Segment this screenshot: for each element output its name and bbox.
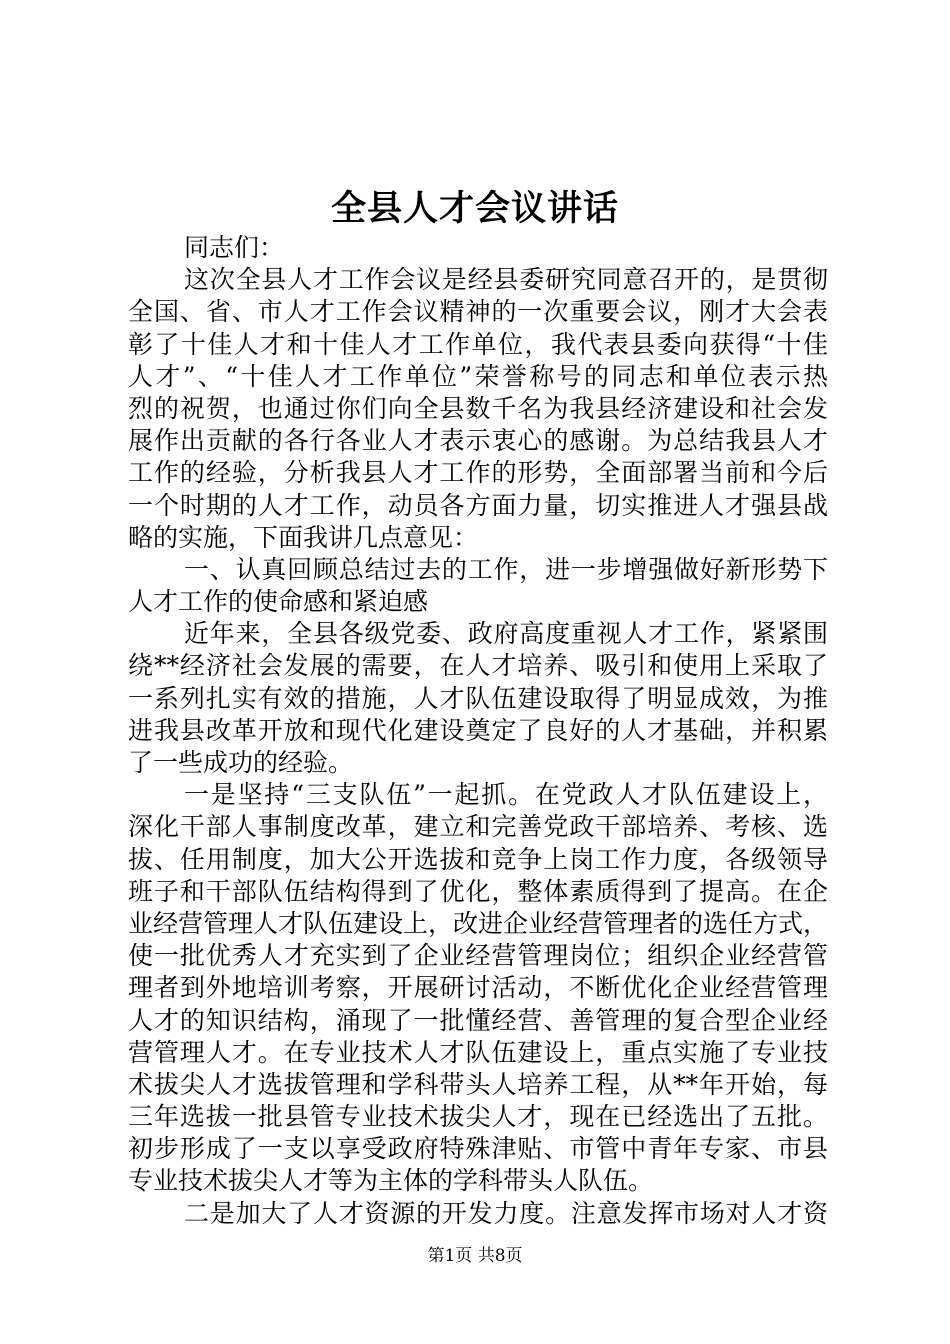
text-line: 烈的祝贺，也通过你们向全县数千名为我县经济建设和社会发 <box>128 393 828 423</box>
text-line: 近年来，全县各级党委、政府高度重视人才工作，紧紧围 <box>184 619 828 649</box>
text-line: 人才的知识结构，涌现了一批懂经营、善管理的复合型企业经 <box>128 1005 828 1035</box>
text-line: 绕**经济社会发展的需要，在人才培养、吸引和使用上采取了 <box>128 651 828 681</box>
text-line: 人才”、“十佳人才工作单位”荣誉称号的同志和单位表示热 <box>128 361 828 391</box>
text-line: 三年选拔一批县管专业技术拔尖人才，现在已经选出了五批。 <box>128 1102 828 1132</box>
text-line: 二是加大了人才资源的开发力度。注意发挥市场对人才资 <box>184 1198 828 1228</box>
text-line: 一系列扎实有效的措施，人才队伍建设取得了明显成效，为推 <box>128 683 828 713</box>
text-line: 深化干部人事制度改革，建立和完善党政干部培养、考核、选 <box>128 812 828 842</box>
text-line: 专业技术拔尖人才等为主体的学科带头人队伍。 <box>128 1166 654 1196</box>
text-line: 术拔尖人才选拔管理和学科带头人培养工程，从**年开始，每 <box>128 1069 828 1099</box>
text-line: 全国、省、市人才工作会议精神的一次重要会议，刚才大会表 <box>128 297 828 327</box>
text-line: 展作出贡献的各行各业人才表示衷心的感谢。为总结我县人才 <box>128 426 828 456</box>
text-line: 一是坚持“三支队伍”一起抓。在党政人才队伍建设上， <box>184 780 828 810</box>
text-line: 业经营管理人才队伍建设上，改进企业经营管理者的选任方式， <box>128 908 828 938</box>
text-line: 这次全县人才工作会议是经县委研究同意召开的，是贯彻 <box>184 265 828 295</box>
text-line: 一个时期的人才工作，动员各方面力量，切实推进人才强县战 <box>128 490 828 520</box>
text-line: 进我县改革开放和现代化建设奠定了良好的人才基础，并积累 <box>128 715 828 745</box>
text-line: 略的实施，下面我讲几点意见： <box>128 522 479 552</box>
document-body <box>128 232 828 1230</box>
document-title: 全县人才会议讲话 <box>330 188 619 229</box>
text-line: 人才工作的使命感和紧迫感 <box>128 587 429 617</box>
text-line: 了一些成功的经验。 <box>128 748 354 777</box>
text-line: 拔、任用制度，加大公开选拔和竞争上岗工作力度，各级领导 <box>128 844 828 874</box>
text-line: 使一批优秀人才充实到了企业经营管理岗位；组织企业经营管 <box>128 941 828 971</box>
text-line: 彰了十佳人才和十佳人才工作单位，我代表县委向获得“十佳 <box>128 329 828 359</box>
text-line: 一、认真回顾总结过去的工作，进一步增强做好新形势下 <box>184 554 828 584</box>
text-line: 初步形成了一支以享受政府特殊津贴、市管中青年专家、市县 <box>128 1134 828 1164</box>
text-line: 班子和干部队伍结构得到了优化，整体素质得到了提高。在企 <box>128 876 828 906</box>
text-line: 工作的经验，分析我县人才工作的形势，全面部署当前和今后 <box>128 458 828 488</box>
text-line: 同志们： <box>184 233 285 262</box>
page-footer: 第1页 共8页 <box>427 1246 523 1266</box>
text-line: 理者到外地培训考察，开展研讨活动，不断优化企业经营管理 <box>128 973 828 1003</box>
text-line: 营管理人才。在专业技术人才队伍建设上，重点实施了专业技 <box>128 1037 828 1067</box>
